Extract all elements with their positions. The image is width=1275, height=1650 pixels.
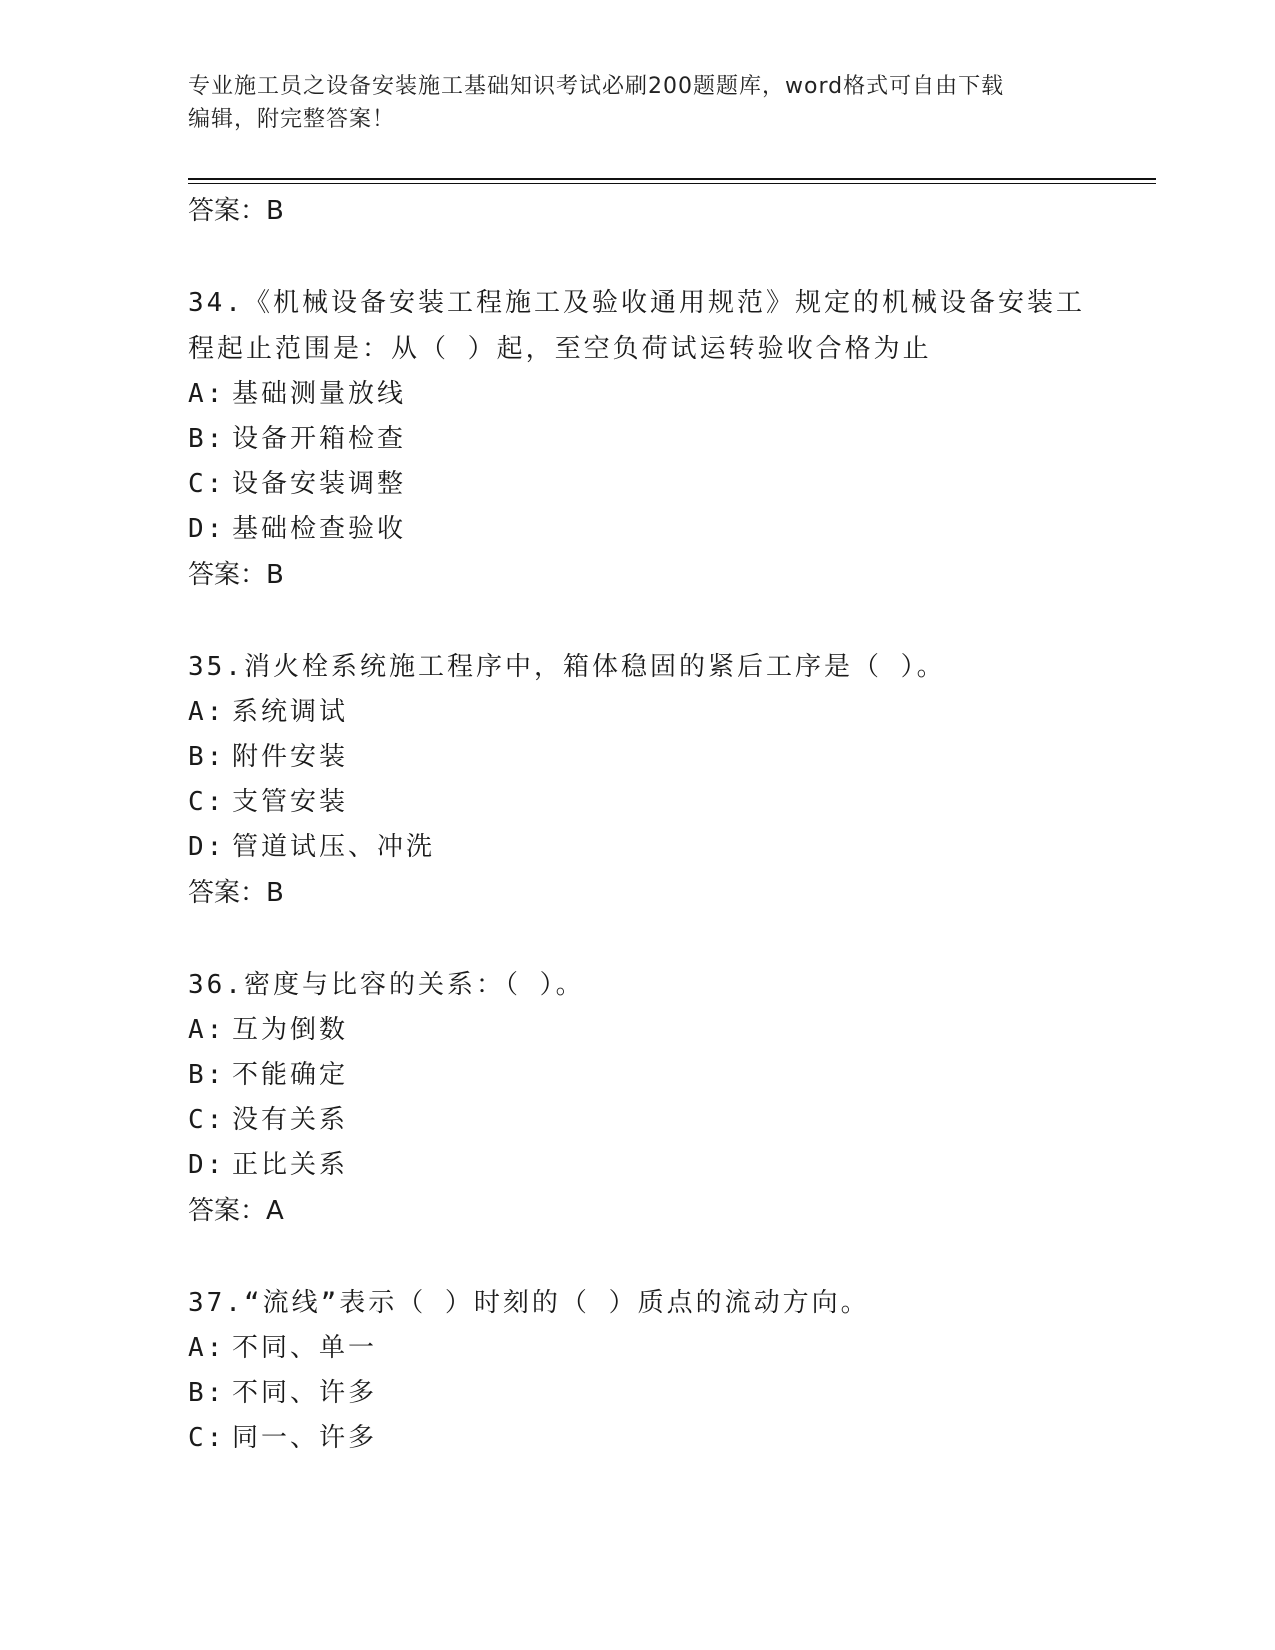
question-stem-line-1: 37.“流线”表示（ ）时刻的（ ）质点的流动方向。 <box>188 1288 870 1318</box>
option-c <box>188 1416 1148 1461</box>
option-text: 不能确定 <box>232 1060 349 1090</box>
option-letter: C: <box>188 787 226 817</box>
option-text: 系统调试 <box>232 697 349 727</box>
question-stem-line-2: 程起止范围是：从（ ）起，至空负荷试运转验收合格为止 <box>188 334 932 364</box>
question-36 <box>188 962 1148 1234</box>
question-34 <box>188 280 1148 598</box>
question-stem <box>188 1280 1148 1326</box>
option-a <box>188 372 1148 417</box>
answer: 答案：B <box>188 878 284 908</box>
question-stem <box>188 280 1148 372</box>
header-divider-thin <box>188 183 1156 184</box>
option-b <box>188 1371 1148 1416</box>
option-d <box>188 825 1148 870</box>
option-letter: A: <box>188 1333 226 1363</box>
option-text: 基础检查验收 <box>232 514 407 544</box>
option-text: 设备安装调整 <box>232 469 407 499</box>
option-text: 设备开箱检查 <box>232 424 407 454</box>
option-d <box>188 507 1148 552</box>
header-divider-thick <box>188 178 1156 180</box>
option-b <box>188 417 1148 462</box>
option-a <box>188 690 1148 735</box>
option-c <box>188 1098 1148 1143</box>
option-letter: A: <box>188 1015 226 1045</box>
question-37 <box>188 1280 1148 1461</box>
option-letter: C: <box>188 1423 226 1453</box>
option-b <box>188 1053 1148 1098</box>
option-text: 支管安装 <box>232 787 349 817</box>
option-text: 同一、许多 <box>232 1423 378 1453</box>
option-letter: D: <box>188 832 226 862</box>
option-text: 基础测量放线 <box>232 379 407 409</box>
option-text: 正比关系 <box>232 1150 349 1180</box>
option-text: 管道试压、冲洗 <box>232 832 436 862</box>
option-text: 不同、单一 <box>232 1333 378 1363</box>
option-letter: B: <box>188 1060 226 1090</box>
question-stem <box>188 962 1148 1008</box>
option-letter: D: <box>188 514 226 544</box>
header-line-1: 专业施工员之设备安装施工基础知识考试必刷200题题库，word格式可自由下载 <box>188 74 1005 99</box>
previous-answer: 答案：B <box>188 196 284 226</box>
option-letter: B: <box>188 1378 226 1408</box>
option-d <box>188 1143 1148 1188</box>
question-stem-line-1: 36.密度与比容的关系：（ ）。 <box>188 970 585 1000</box>
question-list <box>188 188 1148 1507</box>
option-c <box>188 780 1148 825</box>
option-letter: C: <box>188 1105 226 1135</box>
option-text: 没有关系 <box>232 1105 349 1135</box>
header-line-2: 编辑，附完整答案！ <box>188 107 396 132</box>
question-stem <box>188 644 1148 690</box>
option-letter: B: <box>188 424 226 454</box>
question-stem-line-1: 34.《机械设备安装工程施工及验收通用规范》规定的机械设备安装工 <box>188 288 1085 318</box>
question-35 <box>188 644 1148 916</box>
option-a <box>188 1326 1148 1371</box>
option-b <box>188 735 1148 780</box>
option-text: 附件安装 <box>232 742 349 772</box>
answer: 答案：A <box>188 1196 284 1226</box>
option-text: 互为倒数 <box>232 1015 349 1045</box>
option-letter: A: <box>188 379 226 409</box>
option-text: 不同、许多 <box>232 1378 378 1408</box>
option-letter: D: <box>188 1150 226 1180</box>
document-header <box>188 70 1068 136</box>
option-letter: A: <box>188 697 226 727</box>
question-stem-line-1: 35.消火栓系统施工程序中，箱体稳固的紧后工序是（ ）。 <box>188 652 946 682</box>
option-letter: C: <box>188 469 226 499</box>
option-c <box>188 462 1148 507</box>
answer: 答案：B <box>188 560 284 590</box>
option-letter: B: <box>188 742 226 772</box>
option-a <box>188 1008 1148 1053</box>
